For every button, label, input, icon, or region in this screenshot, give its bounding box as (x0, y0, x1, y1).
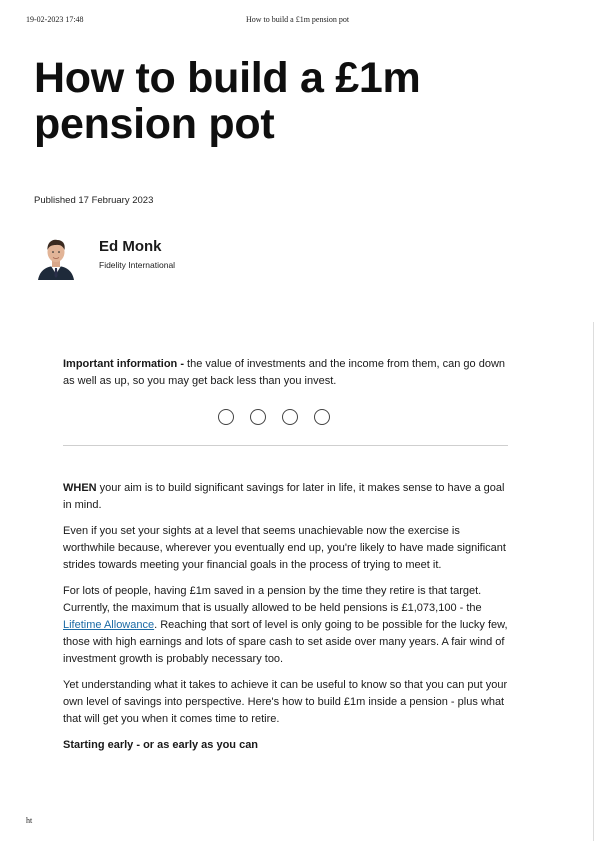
carousel-dot[interactable] (314, 409, 330, 425)
important-text: the value of investments and the income from them, can go down as well as up, so you may get back less than you invest. (63, 358, 506, 387)
section-divider (63, 445, 508, 446)
paragraph-2: Even if you set your sights at a level that seems unachievable now the exercise is worthwhile because, wherever you eventually end up, you're likely to have made significant strides towards meeting your financial goals in the process of trying to meet it. (63, 525, 506, 571)
section-subheading: Starting early - or as early as you can (63, 739, 259, 751)
article-content (63, 356, 508, 763)
author-organisation: Fidelity International (99, 260, 176, 270)
print-header (0, 15, 595, 27)
paragraph-3-after: . Reaching that sort of level is only going to be possible for the lucky few, those with high earnings and lots of spare cash to set aside over many years. A fair wind of investment growth is probably necessary too. (63, 619, 508, 665)
lifetime-allowance-link[interactable]: Lifetime Allowance (63, 619, 155, 631)
published-date: Published 17 February 2023 (34, 195, 154, 206)
author-name[interactable]: Ed Monk (99, 238, 162, 255)
paragraph-4: Yet understanding what it takes to achieve it can be useful to know so that you can put your own level of savings into perspective. Here's how to build £1m inside a pension - plus what that will get you when it comes time to retire. (63, 679, 508, 725)
article-body (63, 480, 508, 754)
important-information (63, 356, 508, 390)
carousel-dot[interactable] (218, 409, 234, 425)
article-title: How to build a £1m pension pot (34, 54, 421, 148)
paragraph-1-lead: WHEN (63, 482, 97, 494)
paragraph-1 (63, 480, 508, 514)
page-edge-rule (593, 322, 594, 841)
paragraph-3-before: For lots of people, having £1m saved in a pension by the time they retire is that target. Currently, the maximum that is usually allowed to be held pensions is £1,073,100 - the (63, 585, 482, 614)
author-avatar (34, 236, 78, 280)
print-date: 19-02-2023 17:48 (26, 15, 84, 24)
carousel-dot[interactable] (282, 409, 298, 425)
print-title: How to build a £1m pension pot (245, 15, 350, 24)
paragraph-3 (63, 583, 508, 668)
carousel-dot[interactable] (250, 409, 266, 425)
important-label: Important information - (63, 358, 184, 370)
paragraph-1-text: your aim is to build significant savings for later in life, it makes sense to have a goal in mind. (63, 482, 505, 511)
carousel-dots (63, 409, 508, 425)
print-footer-url: ht (26, 816, 33, 825)
